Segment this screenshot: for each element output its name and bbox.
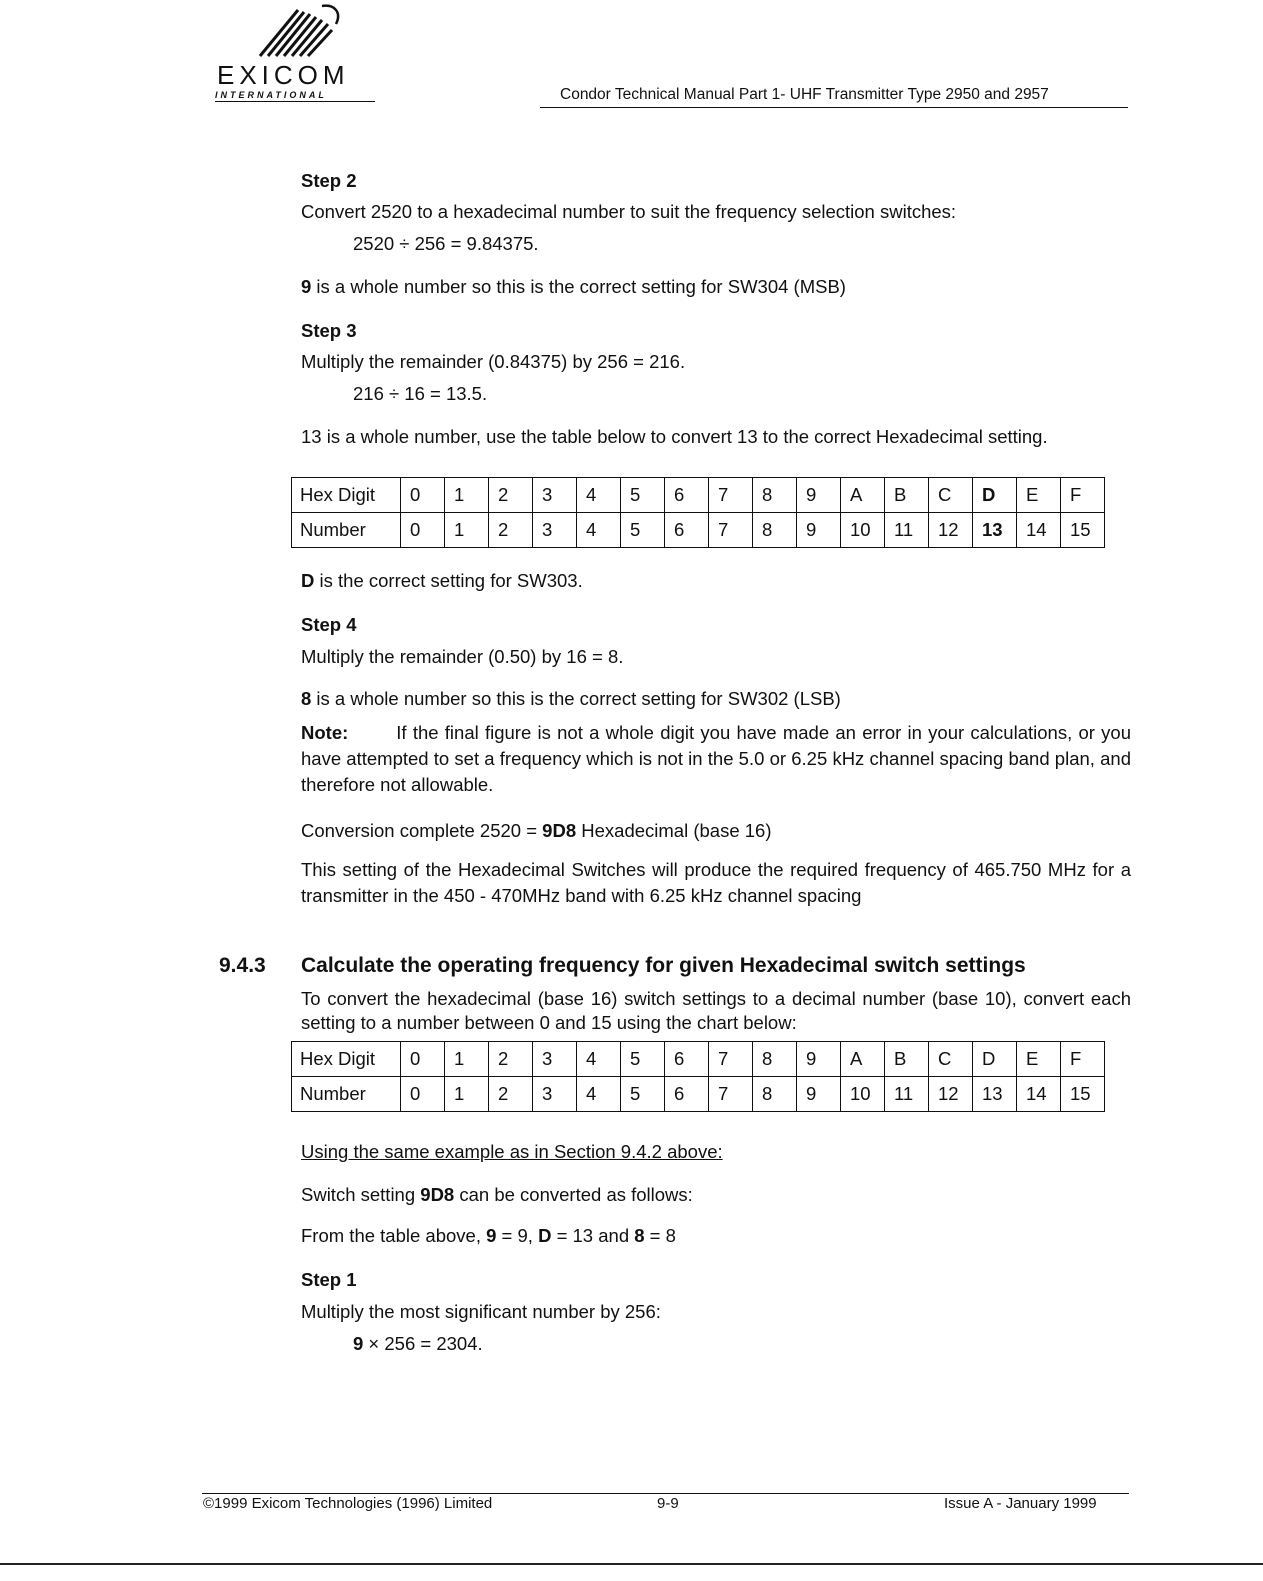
from-text-2: = 13 and bbox=[551, 1225, 635, 1246]
switch-setting-sentence bbox=[301, 1182, 1131, 1208]
hex-cell: 3 bbox=[533, 1042, 577, 1077]
switch-value: 9D8 bbox=[420, 1184, 455, 1205]
from-text-3: = 8 bbox=[644, 1225, 676, 1246]
step1-heading: Step 1 bbox=[301, 1269, 357, 1290]
hex-cell: B bbox=[885, 478, 929, 513]
number-cell: 8 bbox=[753, 513, 797, 548]
msb-text: is a whole number so this is the correct setting for SW304 (MSB) bbox=[311, 276, 846, 297]
number-cell: 12 bbox=[929, 513, 973, 548]
step2-calc: 2520 ÷ 256 = 9.84375. bbox=[353, 233, 539, 254]
hex-table-1 bbox=[291, 477, 1105, 548]
logo-subtitle: INTERNATIONAL bbox=[215, 90, 375, 102]
hex-cell: A bbox=[841, 478, 885, 513]
step4-text: Multiply the remainder (0.50) by 16 = 8. bbox=[301, 646, 624, 667]
conversion-value: 9D8 bbox=[542, 820, 577, 841]
example-heading: Using the same example as in Section 9.4.2 above: bbox=[301, 1141, 723, 1162]
msb-sentence bbox=[301, 274, 1131, 300]
number-cell: 10 bbox=[841, 513, 885, 548]
switch-pre: Switch setting bbox=[301, 1184, 421, 1205]
sw303-digit: D bbox=[301, 570, 315, 591]
lsb-text: is a whole number so this is the correct setting for SW302 (LSB) bbox=[311, 688, 841, 709]
number-row bbox=[292, 513, 1105, 548]
lsb-sentence bbox=[301, 686, 1131, 712]
number-cell: 4 bbox=[577, 513, 621, 548]
step3-convert-text: 13 is a whole number, use the table below to convert 13 to the correct Hexadecimal setting. bbox=[301, 426, 1048, 447]
footer-divider bbox=[202, 1493, 1129, 1494]
number-cell: 15 bbox=[1061, 513, 1105, 548]
number-cell: 2 bbox=[489, 1077, 533, 1112]
from-digit-2: D bbox=[538, 1225, 552, 1246]
conversion-post: Hexadecimal (base 16) bbox=[576, 820, 772, 841]
number-cell: 2 bbox=[489, 513, 533, 548]
hex-cell: 2 bbox=[489, 1042, 533, 1077]
footer-copyright: ©1999 Exicom Technologies (1996) Limited bbox=[203, 1495, 493, 1512]
step2-text: Convert 2520 to a hexadecimal number to suit the frequency selection switches: bbox=[301, 201, 957, 222]
step2-heading: Step 2 bbox=[301, 170, 357, 191]
sw303-sentence bbox=[301, 568, 1131, 594]
hex-cell: 7 bbox=[709, 1042, 753, 1077]
number-cell: 3 bbox=[533, 1077, 577, 1112]
hex-cell: 5 bbox=[621, 478, 665, 513]
hex-cell: 9 bbox=[797, 1042, 841, 1077]
hex-cell: D bbox=[973, 1042, 1017, 1077]
hex-label: Hex Digit bbox=[292, 478, 401, 513]
hex-row bbox=[292, 478, 1105, 513]
number-cell: 4 bbox=[577, 1077, 621, 1112]
note-text: If the final figure is not a whole digit you have made an error in your calculations, or you have attempted to set a frequency which is not in the 5.0 or 6.25 kHz channel spacing band plan, and therefore not allowable. bbox=[301, 722, 1131, 795]
hex-cell: 6 bbox=[665, 478, 709, 513]
number-cell: 11 bbox=[885, 513, 929, 548]
logo-wordmark: EXICOM bbox=[217, 60, 350, 90]
number-cell: 6 bbox=[665, 1077, 709, 1112]
number-row bbox=[292, 1077, 1105, 1112]
number-cell: 12 bbox=[929, 1077, 973, 1112]
from-digit-3: 8 bbox=[634, 1225, 645, 1246]
hex-cell: E bbox=[1017, 1042, 1061, 1077]
number-label: Number bbox=[292, 1077, 401, 1112]
number-cell: 7 bbox=[709, 513, 753, 548]
step3-text: Multiply the remainder (0.84375) by 256 = 216. bbox=[301, 351, 686, 372]
number-cell: 1 bbox=[445, 513, 489, 548]
step1-calc-rest: × 256 = 2304. bbox=[363, 1333, 483, 1354]
section-intro: To convert the hexadecimal (base 16) switch settings to a decimal number (base 10), convert each setting to a number between 0 and 15 using the chart below: bbox=[301, 988, 1131, 1033]
number-cell: 14 bbox=[1017, 1077, 1061, 1112]
hex-row bbox=[292, 1042, 1105, 1077]
number-cell: 13 bbox=[973, 1077, 1017, 1112]
hex-cell: B bbox=[885, 1042, 929, 1077]
conversion-pre: Conversion complete 2520 = bbox=[301, 820, 543, 841]
number-cell: 0 bbox=[401, 513, 445, 548]
number-cell: 10 bbox=[841, 1077, 885, 1112]
hex-cell: 7 bbox=[709, 478, 753, 513]
number-cell: 9 bbox=[797, 1077, 841, 1112]
hex-cell: A bbox=[841, 1042, 885, 1077]
switch-post: can be converted as follows: bbox=[454, 1184, 693, 1205]
number-cell: 3 bbox=[533, 513, 577, 548]
hex-cell: F bbox=[1061, 478, 1105, 513]
note-label: Note: bbox=[301, 722, 349, 743]
hex-cell: 1 bbox=[445, 1042, 489, 1077]
section-title: Calculate the operating frequency for given Hexadecimal switch settings bbox=[301, 954, 1026, 977]
document-title: Condor Technical Manual Part 1- UHF Transmitter Type 2950 and 2957 bbox=[560, 86, 1049, 103]
sw303-text: is the correct setting for SW303. bbox=[314, 570, 583, 591]
step4-heading: Step 4 bbox=[301, 614, 357, 635]
from-digit-1: 9 bbox=[486, 1225, 497, 1246]
page-bottom-rule bbox=[0, 1563, 1263, 1565]
number-cell: 7 bbox=[709, 1077, 753, 1112]
setting-paragraph: This setting of the Hexadecimal Switches will produce the required frequency of 465.750 MHz for a transmitter in the 450 - 470MHz band with 6.25 kHz channel spacing bbox=[301, 859, 1131, 906]
hex-cell: E bbox=[1017, 478, 1061, 513]
hex-label: Hex Digit bbox=[292, 1042, 401, 1077]
number-cell: 9 bbox=[797, 513, 841, 548]
hex-cell: C bbox=[929, 1042, 973, 1077]
step3-calc: 216 ÷ 16 = 13.5. bbox=[353, 383, 488, 404]
hex-cell: 1 bbox=[445, 478, 489, 513]
hex-cell: 3 bbox=[533, 478, 577, 513]
number-label: Number bbox=[292, 513, 401, 548]
from-text-1: = 9, bbox=[496, 1225, 539, 1246]
msb-digit: 9 bbox=[301, 276, 312, 297]
hex-cell-highlight: D bbox=[973, 478, 1017, 513]
step1-text: Multiply the most significant number by 256: bbox=[301, 1301, 661, 1322]
step3-heading: Step 3 bbox=[301, 320, 357, 341]
number-cell: 5 bbox=[621, 513, 665, 548]
issue-date: Issue A - January 1999 bbox=[944, 1495, 1097, 1512]
hex-cell: 4 bbox=[577, 1042, 621, 1077]
hex-cell: 8 bbox=[753, 1042, 797, 1077]
from-pre: From the table above, bbox=[301, 1225, 487, 1246]
hex-cell: 6 bbox=[665, 1042, 709, 1077]
number-cell: 11 bbox=[885, 1077, 929, 1112]
number-cell-highlight: 13 bbox=[973, 513, 1017, 548]
lsb-digit: 8 bbox=[301, 688, 312, 709]
section-number: 9.4.3 bbox=[219, 954, 266, 977]
number-cell: 1 bbox=[445, 1077, 489, 1112]
hex-cell: 2 bbox=[489, 478, 533, 513]
number-cell: 14 bbox=[1017, 513, 1061, 548]
page-number: 9-9 bbox=[657, 1495, 679, 1512]
hex-cell: 0 bbox=[401, 1042, 445, 1077]
number-cell: 0 bbox=[401, 1077, 445, 1112]
hex-cell: 0 bbox=[401, 478, 445, 513]
number-cell: 6 bbox=[665, 513, 709, 548]
hex-cell: C bbox=[929, 478, 973, 513]
hex-cell: 5 bbox=[621, 1042, 665, 1077]
note-paragraph bbox=[301, 720, 1131, 798]
step1-calc bbox=[353, 1331, 1183, 1357]
header-divider bbox=[540, 107, 1128, 108]
exicom-logo-icon bbox=[256, 0, 348, 64]
from-table-sentence bbox=[301, 1223, 1131, 1249]
hex-cell: 8 bbox=[753, 478, 797, 513]
hex-table-2 bbox=[291, 1041, 1105, 1112]
hex-cell: 9 bbox=[797, 478, 841, 513]
conversion-sentence bbox=[301, 818, 1131, 844]
hex-cell: F bbox=[1061, 1042, 1105, 1077]
number-cell: 5 bbox=[621, 1077, 665, 1112]
number-cell: 8 bbox=[753, 1077, 797, 1112]
number-cell: 15 bbox=[1061, 1077, 1105, 1112]
hex-cell: 4 bbox=[577, 478, 621, 513]
step1-calc-digit: 9 bbox=[353, 1333, 364, 1354]
